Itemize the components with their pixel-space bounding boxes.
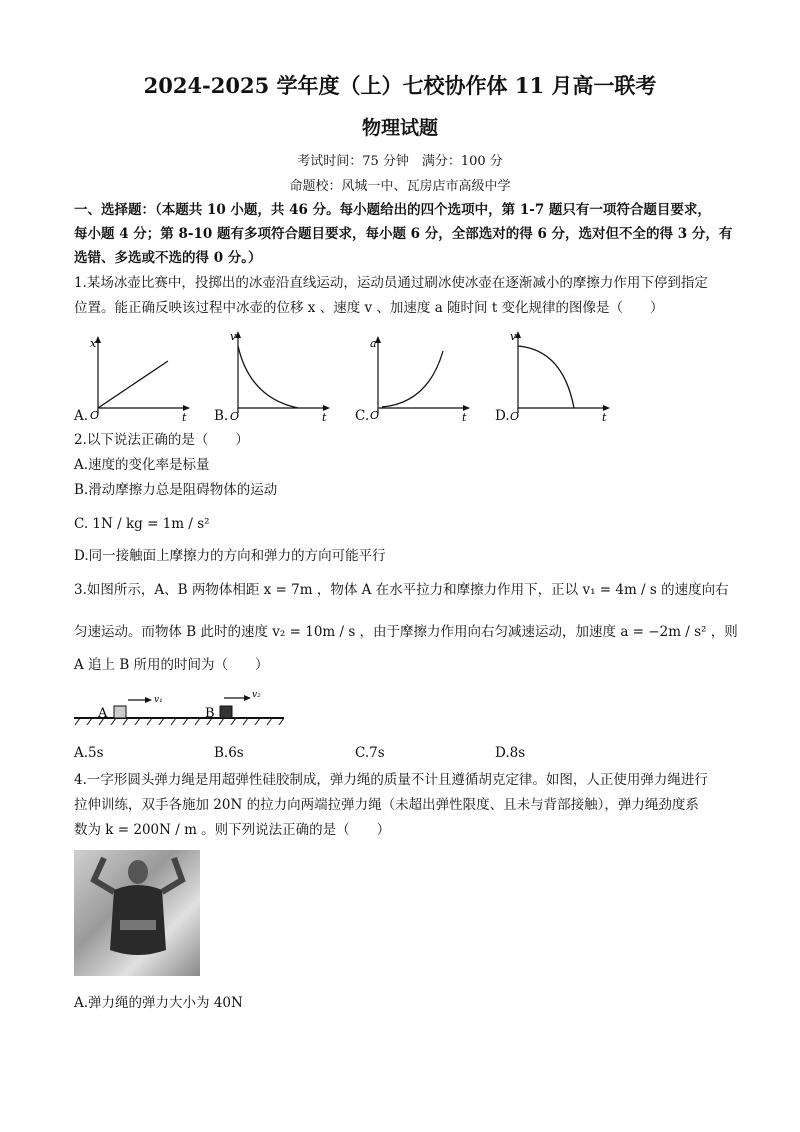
q1-a-xlabel: t	[182, 411, 187, 423]
q3-option-c[interactable]: C.7s	[355, 745, 385, 761]
q1-option-a[interactable]: A.	[74, 408, 89, 424]
q3-figure	[72, 688, 292, 728]
q1-c-origin: O	[370, 409, 380, 422]
block-a	[114, 706, 126, 718]
subject-title: 物理试题	[361, 117, 438, 139]
training-photo	[74, 850, 200, 976]
q1-line2: 位置。能正确反映该过程中冰壶的位移 x 、速度 v 、加速度 a 随时间 t 变化规律的图像是（ ）	[74, 300, 664, 316]
q1-a-curve	[98, 361, 168, 408]
q2-option-b[interactable]: B.滑动摩擦力总是阻碍物体的运动	[74, 482, 278, 498]
section1-line2: 每小题 4 分；第 8-10 题有多项符合题目要求，每小题 6 分，全部选对的得 6 分，选对但不全的得 3 分，有	[74, 226, 733, 242]
q3-line1: 3.如图所示，A、B 两物体相距 x = 7m ，物体 A 在水平拉力和摩擦力作用下，正以 v₁ = 4m / s 的速度向右	[74, 582, 729, 598]
q2-option-a[interactable]: A.速度的变化率是标量	[74, 457, 210, 473]
q1-a-ylabel: x	[90, 337, 97, 350]
q1-d-curve	[518, 346, 574, 408]
exam-time-score: 考试时间：75 分钟 满分：100 分	[297, 154, 503, 169]
exam-title: 2024-2025 学年度（上）七校协作体 11 月高一联考	[143, 73, 657, 98]
q3-line3: A 追上 B 所用的时间为（ ）	[74, 657, 269, 673]
q3-option-b[interactable]: B.6s	[214, 745, 244, 761]
q1-c-ylabel: a	[370, 337, 377, 350]
q2-option-d[interactable]: D.同一接触面上摩擦力的方向和弹力的方向可能平行	[74, 548, 386, 564]
q1-c-xlabel: t	[462, 411, 467, 423]
q1-b-xlabel: t	[322, 411, 327, 423]
block-b	[220, 706, 232, 718]
q2-option-c[interactable]: C. 1N / kg = 1m / s²	[74, 516, 210, 532]
q1-a-origin: O	[90, 409, 100, 422]
q1-b-ylabel: v	[230, 330, 237, 343]
q1-c-curve	[382, 351, 443, 407]
q4-line1: 4.一字形圆头弹力绳是用超弹性硅胶制成，弹力绳的质量不计且遵循胡克定律。如图，人正使用弹力绳进行	[74, 772, 708, 788]
q4-line3: 数为 k = 200N / m 。则下列说法正确的是（ ）	[74, 822, 391, 838]
q1-d-origin: O	[510, 410, 520, 423]
q3-option-d[interactable]: D.8s	[495, 745, 526, 761]
q1-graph-a	[88, 333, 198, 423]
v1-label: v₁	[154, 695, 163, 705]
q1-d-xlabel: t	[602, 411, 607, 423]
v2-label: v₂	[252, 690, 261, 700]
q1-b-curve	[238, 346, 298, 408]
q1-graph-b	[228, 328, 338, 423]
q4-line2: 拉伸训练，双手各施加 20N 的拉力向两端拉弹力绳（未超出弹性限度、且未与背部接触），弹力绳劲度系	[74, 797, 699, 813]
q2-stem: 2.以下说法正确的是（ ）	[74, 432, 249, 448]
block-b-label: B	[205, 706, 215, 721]
person-silhouette-icon	[74, 850, 200, 976]
q4-option-a[interactable]: A.弹力绳的弹力大小为 40N	[74, 995, 243, 1011]
q1-line1: 1.某场冰壶比赛中，投掷出的冰壶沿直线运动，运动员通过刷冰使冰壶在逐渐减小的摩擦力作用下停到指定	[74, 275, 708, 291]
section1-line3: 选错、多选或不选的得 0 分。）	[74, 250, 262, 266]
block-a-label: A	[98, 706, 108, 721]
q1-option-c[interactable]: C.	[355, 408, 370, 424]
q1-d-ylabel: v	[510, 330, 517, 343]
section1-line1: 一、选择题：（本题共 10 小题，共 46 分。每小题给出的四个选项中，第 1-7 题只有一项符合题目要求，	[74, 202, 711, 218]
q1-option-b[interactable]: B.	[214, 408, 229, 424]
q1-b-origin: O	[230, 410, 240, 423]
q1-graph-d	[508, 328, 618, 423]
exam-schools: 命题校：风城一中、瓦房店市高级中学	[289, 179, 511, 194]
q1-graph-c	[368, 333, 478, 423]
q3-option-a[interactable]: A.5s	[74, 745, 104, 761]
q3-line2: 匀速运动。而物体 B 此时的速度 v₂ = 10m / s ，由于摩擦力作用向右匀减速运动，加速度 a = −2m / s² ，则	[74, 624, 738, 640]
q1-option-d[interactable]: D.	[495, 408, 510, 424]
